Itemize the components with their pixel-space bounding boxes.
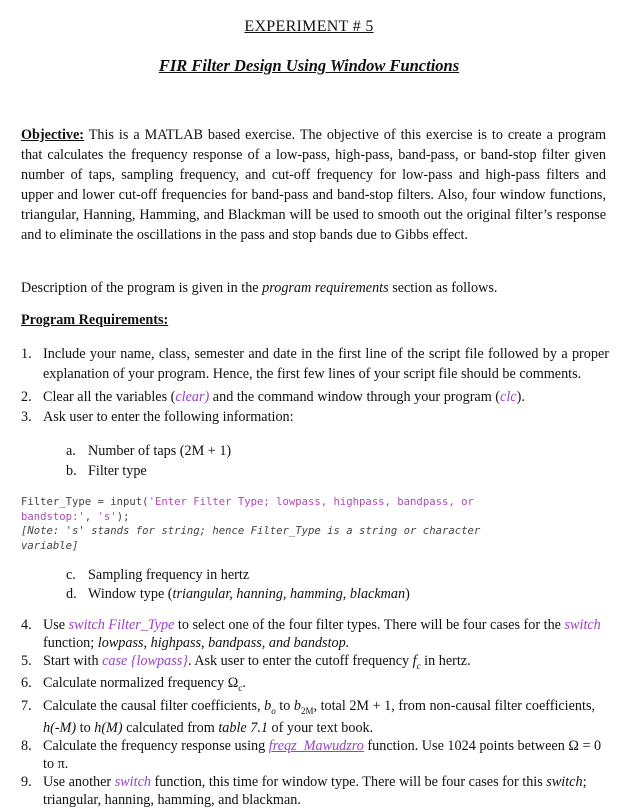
sub-letter: d. xyxy=(66,586,77,602)
list-text: function. Use 1024 points between Ω = 0 to π. xyxy=(43,738,602,773)
sub-text: Sampling frequency in hertz xyxy=(88,567,250,583)
list-num: 3. xyxy=(21,409,32,425)
list-item xyxy=(21,675,609,698)
list-text: ). xyxy=(516,389,525,405)
list-text: function, this time for window type. There will be four cases for this xyxy=(150,773,547,790)
code-line-1 xyxy=(21,495,581,510)
switch-keyword: switch xyxy=(114,773,151,790)
list-em: b xyxy=(293,697,301,714)
list-em: b xyxy=(264,697,272,714)
code-text: Filter_Type = input( xyxy=(21,496,149,508)
list-num: 5. xyxy=(21,652,32,669)
list-item xyxy=(21,344,609,384)
case-keyword: case {lowpass} xyxy=(102,652,188,669)
list-text: Start with xyxy=(43,652,103,669)
list-text: Use another xyxy=(43,773,115,790)
list-num: 4. xyxy=(21,617,32,633)
list-text: Include your name, class, semester and date in the first line of the script file followed by a proper explanation of your program. Hence, the first few lines of your script file should be comments. xyxy=(43,346,609,382)
list-num: 8. xyxy=(21,738,32,755)
code-note-line: [Note: 's' stands for string; hence Filter_Type is a string or character xyxy=(21,525,481,537)
list-item xyxy=(21,738,609,774)
list-num: 7. xyxy=(21,697,32,714)
list-sub: o xyxy=(271,705,276,716)
list-em: f xyxy=(412,652,417,669)
list-em: h(-M) xyxy=(43,720,77,737)
code-string: 'Enter Filter Type; lowpass, highpass, bandpass, or xyxy=(148,496,474,508)
list-item xyxy=(21,617,609,653)
objective-paragraph xyxy=(21,125,606,245)
list-num: 1. xyxy=(21,346,32,362)
list-item xyxy=(21,774,609,809)
clear-keyword: clear) xyxy=(175,389,210,405)
list-num: 2. xyxy=(21,389,32,405)
list-em: h(M) xyxy=(94,720,123,737)
sub-text-em: triangular, hanning, hamming, blackman xyxy=(172,586,406,602)
switch-keyword: switch xyxy=(564,617,601,633)
sub-text: Window type ( xyxy=(88,586,173,602)
switch-keyword: switch Filter_Type xyxy=(68,617,175,633)
sub-item-c xyxy=(66,565,249,585)
list-item xyxy=(21,387,609,407)
sub-item-a xyxy=(66,441,231,461)
code-text: ); xyxy=(116,510,130,523)
list-em: lowpass, highpass, bandpass, and bandstop. xyxy=(97,634,350,651)
experiment-title: EXPERIMENT # 5 xyxy=(244,18,374,35)
list-text: to select one of the four filter types. There will be four cases for the xyxy=(174,617,565,633)
sub-text: Number of taps (2M + 1) xyxy=(88,443,232,459)
list-text: ; triangular, hanning, hamming, and blackman. xyxy=(43,773,587,808)
list-text: Calculate normalized frequency Ω xyxy=(43,675,239,692)
list-text: Calculate the causal filter coefficients, xyxy=(43,697,265,714)
list-item xyxy=(21,653,609,676)
list-text: Calculate the frequency response using xyxy=(43,738,269,755)
description-paragraph xyxy=(21,278,606,298)
code-string: 's' xyxy=(97,510,117,523)
list-text: . Ask user to enter the cutoff frequency xyxy=(187,652,413,669)
list-text: in hertz. xyxy=(420,652,471,669)
list-sub: 2M xyxy=(300,705,314,716)
list-em: switch xyxy=(546,773,583,790)
description-post: section as follows. xyxy=(388,280,498,296)
list-text: Ask user to enter the following information: xyxy=(43,409,294,425)
objective-text: This is a MATLAB based exercise. The objective of this exercise is to create a program that calculates the frequency response of a low-pass, high-pass, band-pass, or band-stop filter given number of taps, sampling frequency, and cut-off frequency for low-pass and high-pass filters and upper and lower cut-off frequencies for band-pass and band-stop filters. Also, four window functions, triangular, Hanning, Hamming, and Blackman will be used to smooth out the original filter’s response and to eliminate the oscillations in the pass and stop bands due to Gibbs effect. xyxy=(21,127,606,243)
list-em: table 7.1 xyxy=(218,720,268,737)
sub-letter: c. xyxy=(66,567,76,583)
sub-letter: b. xyxy=(66,463,77,479)
requirements-list-continued xyxy=(21,617,609,809)
sub-item-d xyxy=(66,584,410,604)
clc-keyword: clc xyxy=(500,389,517,405)
code-line-2 xyxy=(21,510,581,525)
requirements-list xyxy=(21,344,609,427)
list-text: function; xyxy=(43,634,98,651)
list-text: . xyxy=(242,675,246,692)
description-pre: Description of the program is given in the xyxy=(21,280,263,296)
sub-text: Filter type xyxy=(88,463,147,479)
code-note-line-2: variable] xyxy=(21,539,79,552)
list-num: 9. xyxy=(21,773,32,790)
list-text: Clear all the variables ( xyxy=(43,389,176,405)
code-string: bandstop:' xyxy=(21,510,85,523)
list-text: Use xyxy=(43,617,69,633)
description-em: program requirements xyxy=(262,280,389,296)
list-text: and the command window through your program ( xyxy=(209,389,501,405)
list-num: 6. xyxy=(21,675,32,692)
list-sub: c xyxy=(416,660,421,671)
freqz-keyword: freqz_Mawudzro xyxy=(268,738,364,755)
list-item xyxy=(21,698,609,738)
list-sub: c xyxy=(238,683,243,694)
list-text: of your text book. xyxy=(267,720,374,737)
code-block xyxy=(21,495,581,553)
list-item xyxy=(21,407,609,427)
sub-item-b xyxy=(66,461,147,481)
code-text: , xyxy=(84,510,98,523)
list-text: to xyxy=(76,720,95,737)
list-text: calculated from xyxy=(122,720,219,737)
sub-letter: a. xyxy=(66,443,76,459)
sub-text: ) xyxy=(405,586,410,602)
list-text: , total 2M + 1, from non-causal filter coefficients, xyxy=(313,697,596,714)
requirements-heading: Program Requirements: xyxy=(21,312,169,328)
experiment-subtitle: FIR Filter Design Using Window Functions xyxy=(158,56,460,75)
objective-label: Objective: xyxy=(21,127,85,143)
list-text: to xyxy=(275,697,294,714)
